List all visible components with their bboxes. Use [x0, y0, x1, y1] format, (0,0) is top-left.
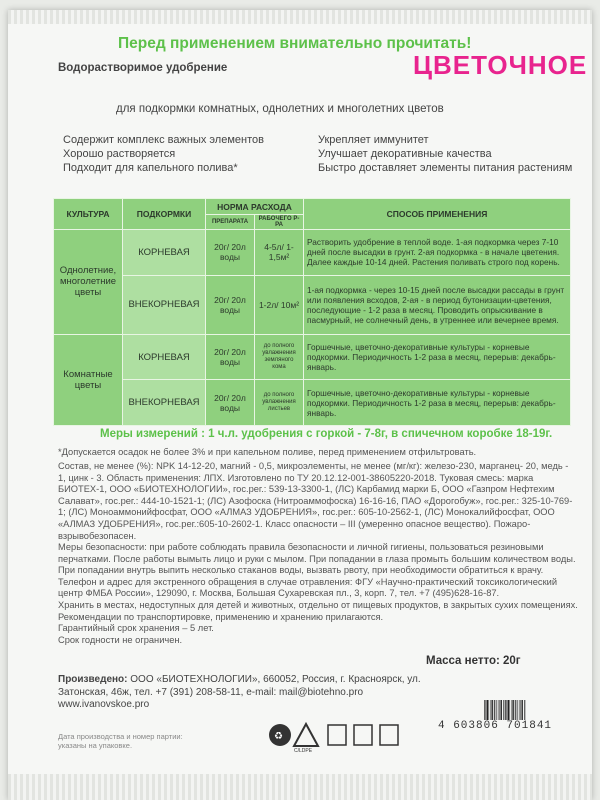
safety-text: Меры безопасности: при работе соблюдать правила безопасности и личной гигиены, пользоваться резиновыми перчатками. После работы вымыть лицо и руки с мылом. При попадании в глаза промыть большим количеством воды. При попадании внутрь выпить несколько стаканов воды, вызвать рвоту, при необходимости обратиться к врачу. Телефон и адрес для экстренного обращения в случае отравления: ФГУ «Научно-практический токсикологический центр ФМБА России», 129090, г. Москва, Большая Сухаревская пл., 3, корп. 7, тел. +7 (495)628-16-87.	[58, 542, 576, 599]
barcode-bar	[505, 700, 506, 720]
method-text: Растворить удобрение в теплой воде. 1-ая подкормка через 7-10 дней после высадки в грунт. 2-ая подкормка - в начале цветения. Далее каждые 10-14 дней. Растения поливать строго под корень.	[304, 230, 571, 276]
recycle-triangle-icon	[294, 724, 318, 746]
work-dose: до полного увлажнения земляного кома	[262, 343, 296, 371]
header-norm: НОРМА РАСХОДА	[206, 199, 304, 215]
footnote	[58, 447, 578, 459]
barcode-bar	[521, 700, 522, 720]
producer-block	[58, 674, 438, 712]
method-text: Горшечные, цветочно-декоративные культуры - корневые подкормки. Периодичность 1-2 раза в месяц, перерыв: декабрь-январь.	[304, 380, 571, 426]
work-dose: 1-2л/ 10м²	[255, 275, 304, 334]
feature-item: Быстро доставляет элементы питания растениям	[318, 162, 573, 174]
barcode-bar	[522, 700, 523, 720]
brand-name: ЦВЕТОЧНОЕ	[413, 50, 588, 80]
barcode-bar	[512, 700, 513, 720]
feature-item: Хорошо растворяется	[63, 148, 176, 160]
barcode-bar	[508, 700, 509, 720]
features-right	[318, 133, 578, 175]
top-seal	[8, 10, 592, 24]
recycling-icons	[266, 721, 406, 753]
header-preparation: ПРЕПАРАТА	[206, 215, 255, 230]
net-weight: Масса нетто: 20г	[426, 655, 521, 667]
barcode-bar	[494, 700, 495, 720]
prep-dose: 20г/ 20л воды	[206, 334, 255, 380]
feeding-type: КОРНЕВАЯ	[123, 230, 206, 276]
recycle-code-label: C/LDPE	[294, 748, 313, 753]
producer-label: Произведено:	[58, 674, 128, 685]
application-table	[53, 198, 571, 426]
method-text: Горшечные, цветочно-декоративные культуры - корневые подкормки. Периодичность 1-2 раза в месяц, перерыв: декабрь-январь.	[304, 334, 571, 380]
feature-item: Содержит комплекс важных элементов	[63, 134, 264, 146]
barcode-bar	[501, 700, 502, 720]
crop-name: Комнатные цветы	[54, 334, 123, 425]
work-dose-cell	[255, 380, 304, 426]
glass-fork-icon	[328, 725, 346, 745]
feeding-type: ВНЕКОРНЕВАЯ	[123, 380, 206, 426]
feature-item: Улучшает декоративные качества	[318, 148, 492, 160]
keep-tidy-icon	[354, 725, 372, 745]
work-dose: 4-5л/ 1-1,5м²	[255, 230, 304, 276]
barcode-bar	[491, 700, 492, 720]
barcode	[448, 700, 583, 720]
work-dose-cell	[255, 334, 304, 380]
shelf-life-text: Срок годности не ограничен.	[58, 634, 183, 645]
features-left	[63, 133, 264, 175]
feeding-type: ВНЕКОРНЕВАЯ	[123, 275, 206, 334]
prep-dose: 20г/ 20л воды	[206, 275, 255, 334]
header-feeding: ПОДКОРМКИ	[123, 199, 206, 230]
storage	[58, 600, 578, 646]
bin-icon	[380, 725, 398, 745]
svg-text:♻: ♻	[274, 731, 283, 742]
composition-text: Состав, не менее (%): NPK 14-12-20, магний - 0,5, микроэлементы, не менее (мг/кг): железо-230, марганец- 20, медь - 1, цинк - 3. Область применения: ЛПХ. Изготовлено по ТУ 20.12.12-001-38605220-2018. Туковая смесь: марка БИОТЕХ-1, ООО «БИОТЕХНОЛОГИИ», гос.рег.: 539-13-3300-1, (ЛС) Карбамид марки Б, ООО «Газпром Нефтехим Салават», гос.рег.: 444-10-1521-1; (ЛС) Азофоска (Нитроаммофоска) 16-16-16, ПАО «Дорогобуж», гос.рег.: 325-10-769-1; (ЛС) Монoаммонийфосфат, ООО «АЛМАЗ УДОБРЕНИЯ», гос.рег.: 605-10-2562-1, (ЛС) Монокалийфосфат, ООО «АЛМАЗ УДОБРЕНИЯ», гос.рег.:605-10-2602-1. Класс опасности – III (умеренно опасное вещество). Пожаро-взрывобезопасен.	[58, 461, 573, 541]
batch-note: Дата производства и номер партии: указаны на упаковке.	[58, 732, 183, 750]
prep-dose: 20г/ 20л воды	[206, 230, 255, 276]
crop-name: Однолетние, многолетние цветы	[54, 230, 123, 335]
work-dose: до полного увлажнения листьев	[262, 392, 296, 413]
header-method: СПОСОБ ПРИМЕНЕНИЯ	[304, 199, 571, 230]
barcode-bar	[503, 700, 504, 720]
bottom-seal	[8, 774, 592, 800]
barcode-bar	[515, 700, 516, 720]
feature-item: Укрепляет иммунитет	[318, 134, 429, 146]
header-crop: КУЛЬТУРА	[54, 199, 123, 230]
prep-dose: 20г/ 20л воды	[206, 380, 255, 426]
safety	[58, 542, 578, 600]
producer-text: ООО «БИОТЕХНОЛОГИИ», 660052, Россия, г. Красноярск, ул. Затонская, 46ж, тел. +7 (391) 208-58-11, e-mail: mail@biotehno.pro www.ivanovskoe.pro	[58, 674, 421, 710]
storage-text: Хранить в местах, недоступных для детей и животных, отдельно от пищевых продуктов, в закрытых сухих помещениях. Рекомендации по транспортировке, применению и хранению прилагаются.	[58, 600, 578, 622]
barcode-number: 4 603806 701841	[438, 720, 553, 732]
barcode-bar	[484, 700, 485, 720]
barcode-bar	[500, 700, 501, 720]
package	[8, 10, 592, 800]
footnote-text: *Допускается осадок не более 3% и при капельном поливе, перед применением отфильтровать.	[58, 447, 477, 457]
feeding-type: КОРНЕВАЯ	[123, 334, 206, 380]
feature-item: Подходит для капельного полива*	[63, 162, 238, 174]
method-text: 1-ая подкормка - через 10-15 дней после высадки рассады в грунт или появления всходов, 2-ая - в период бутонизации-цветения, последующие - 1-2 раза в месяц. Проводить опрыскивание в пасмурный, не солнечный день, в утреннее или вечернее время.	[304, 275, 571, 334]
warranty-text: Гарантийный срок хранения – 5 лет.	[58, 623, 214, 634]
warning-title: Перед применением внимательно прочитать!	[118, 35, 472, 52]
measures-line: Меры измерений : 1 ч.л. удобрения с горкой - 7-8г, в спичечном коробке 18-19г.	[100, 428, 553, 440]
product-subtitle: Водорастворимое удобрение	[58, 62, 228, 74]
barcode-bar	[487, 700, 488, 720]
barcode-bar	[524, 700, 525, 720]
header-working: РАБОЧЕГО Р-РА	[255, 215, 304, 230]
composition	[58, 461, 578, 542]
purpose-line: для подкормки комнатных, однолетних и многолетних цветов	[116, 103, 444, 115]
